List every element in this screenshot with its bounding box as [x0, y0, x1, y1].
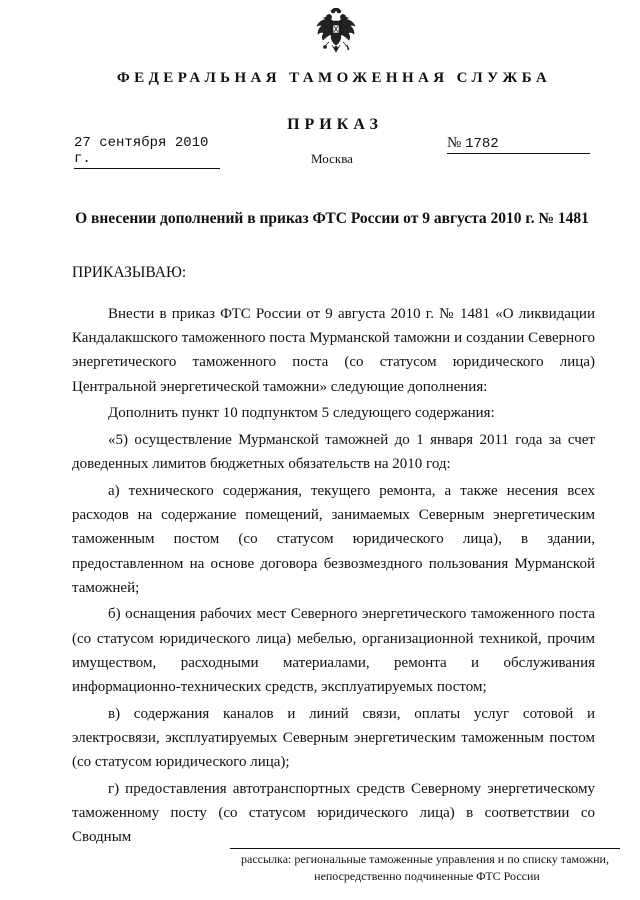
order-word: ПРИКАЗЫВАЮ:: [72, 264, 187, 281]
body-paragraph: а) технического содержания, текущего ремонта, а также несения всех расходов на содержание помещений, занимаемых Северным энергетическим таможенным постом (со статусом юридического лица), в здании, предоставленном на основе договора безвозмездного пользования Мурманской таможней;: [72, 482, 595, 596]
russian-coat-of-arms-icon: [314, 8, 358, 62]
body-paragraph: Внести в приказ ФТС России от 9 августа 2010 г. № 1481 «О ликвидации Кандалакшского таможенного поста Мурманской таможни и создании Северного энергетического таможенного поста (со статусом юридического лица) Центральной энергетической таможни» следующие дополнения:: [72, 306, 595, 395]
distribution-line-2: непосредственно подчиненные ФТС России: [314, 869, 540, 883]
document-body: [72, 302, 595, 852]
number-sign: №: [447, 135, 462, 151]
body-paragraph: Дополнить пункт 10 подпунктом 5 следующего содержания:: [108, 405, 495, 422]
body-paragraph: в) содержания каналов и линий связи, оплаты услуг сотовой и электросвязи, эксплуатируемых Северным энергетическим таможенным постом (со статусом юридического лица);: [72, 705, 595, 771]
document-city: Москва: [311, 151, 353, 166]
body-paragraph: б) оснащения рабочих мест Северного энергетического таможенного поста (со статусом юридического лица) мебелью, организационной техникой, прочим имуществом, расходными материалами, ремонта и обслуживания информационно-технических средств, эксплуатируемых постом;: [72, 606, 595, 696]
document-subject: О внесении дополнений в приказ ФТС России от 9 августа 2010 г. № 1481: [75, 210, 589, 227]
distribution-line-1: рассылка: региональные таможенные управления и по списку таможни,: [241, 852, 609, 866]
footer-divider: [230, 848, 620, 849]
body-paragraph: г) предоставления автотранспортных средств Северному энергетическому таможенному посту (со статусом юридического лица) в соответствии со Сводным: [72, 780, 595, 846]
body-paragraph: «5) осуществление Мурманской таможней до 1 января 2011 года за счет доведенных лимитов бюджетных обязательств на 2010 год:: [72, 432, 595, 473]
agency-name: ФЕДЕРАЛЬНАЯ ТАМОЖЕННАЯ СЛУЖБА: [116, 70, 552, 86]
document-date: 27 сентября 2010 г.: [74, 135, 220, 169]
number-value: 1782: [465, 136, 499, 152]
document-type-title: ПРИКАЗ: [287, 116, 383, 133]
distribution-note: [230, 848, 620, 885]
